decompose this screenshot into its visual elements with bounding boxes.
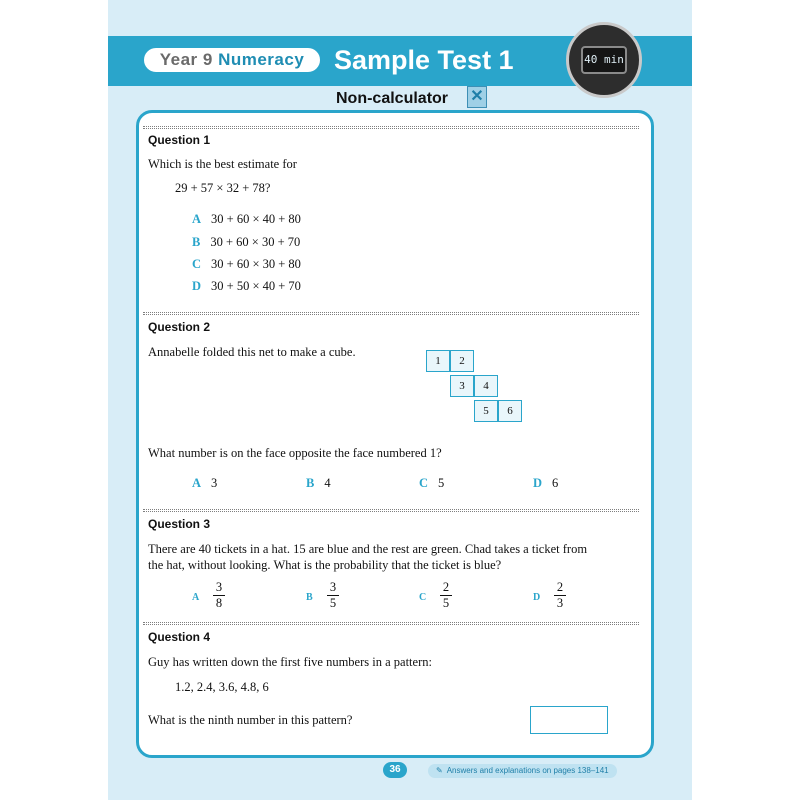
no-calculator-icon: ✕: [467, 86, 487, 108]
question-3-option-a[interactable]: [212, 580, 226, 611]
fraction-numerator: 3: [329, 580, 337, 594]
question-1-option-a[interactable]: [192, 212, 301, 227]
answer-box[interactable]: [530, 706, 608, 734]
fraction-numerator: 2: [556, 580, 564, 594]
year-label: Year 9: [159, 50, 213, 69]
fraction-numerator: 3: [215, 580, 223, 594]
question-3-option-d-letter[interactable]: D: [533, 592, 541, 603]
option-text: 3: [211, 476, 218, 490]
option-text: 30 + 60 × 30 + 70: [210, 235, 301, 249]
question-4-heading: Question 4: [148, 630, 211, 644]
net-cell: 5: [474, 400, 498, 422]
question-3-option-c[interactable]: [439, 580, 453, 611]
net-cell: 1: [426, 350, 450, 372]
option-letter: D: [192, 279, 202, 293]
fraction-denominator: 5: [442, 596, 450, 610]
question-4-prompt: What is the ninth number in this pattern?: [148, 713, 353, 727]
question-1-option-b[interactable]: [192, 235, 300, 250]
option-text: 30 + 50 × 40 + 70: [211, 279, 301, 293]
question-1-text: Which is the best estimate for: [148, 157, 297, 171]
question-2-heading: Question 2: [148, 320, 211, 334]
subject-label: Numeracy: [218, 50, 305, 69]
option-letter: A: [192, 476, 202, 490]
question-2-option-b[interactable]: [306, 476, 331, 491]
divider: [143, 622, 639, 625]
option-letter: A: [192, 212, 202, 226]
question-1-option-c[interactable]: [192, 257, 301, 272]
net-cell: 2: [450, 350, 474, 372]
option-text: 30 + 60 × 30 + 80: [211, 257, 301, 271]
question-2-text: Annabelle folded this net to make a cube.: [148, 345, 356, 359]
option-text: 4: [324, 476, 331, 490]
fraction-denominator: 3: [556, 596, 564, 610]
divider: [143, 312, 639, 315]
divider: [143, 126, 639, 129]
question-3-option-b[interactable]: [326, 580, 340, 611]
question-3-option-a-letter[interactable]: A: [192, 592, 200, 603]
question-3-option-d[interactable]: [553, 580, 567, 611]
pencil-icon: ✎: [436, 766, 443, 775]
question-4-text: Guy has written down the first five numbers in a pattern:: [148, 655, 432, 669]
year-subject-pill: [142, 46, 322, 74]
option-letter: C: [192, 257, 202, 271]
timer-display: 40 min: [581, 46, 627, 74]
option-letter: C: [419, 476, 429, 490]
question-1-heading: Question 1: [148, 133, 211, 147]
question-2-option-d[interactable]: [533, 476, 558, 491]
question-3-text-line-1: There are 40 tickets in a hat. 15 are blue and the rest are green. Chad takes a ticket from: [148, 542, 588, 556]
question-1-option-d[interactable]: [192, 279, 301, 294]
option-text: 30 + 60 × 40 + 80: [211, 212, 301, 226]
net-cell: 6: [498, 400, 522, 422]
page-number: 36: [383, 762, 407, 778]
fraction-denominator: 8: [215, 596, 223, 610]
net-cell: 4: [474, 375, 498, 397]
option-letter: B: [306, 476, 315, 490]
net-cell: 3: [450, 375, 474, 397]
answers-note-text: Answers and explanations on pages 138–141: [446, 766, 609, 775]
question-3-option-c-letter[interactable]: C: [419, 592, 427, 603]
question-2-option-a[interactable]: [192, 476, 217, 491]
question-2-option-c[interactable]: [419, 476, 444, 491]
option-letter: D: [533, 476, 543, 490]
question-1-expression: 29 + 57 × 32 + 78?: [175, 181, 271, 195]
option-letter: B: [192, 235, 201, 249]
divider: [143, 509, 639, 512]
stopwatch-icon: [566, 22, 642, 98]
option-text: 5: [438, 476, 445, 490]
subtitle: Non-calculator: [336, 90, 449, 107]
fraction-denominator: 5: [329, 596, 337, 610]
fraction-numerator: 2: [442, 580, 450, 594]
answers-note: [428, 764, 617, 778]
option-text: 6: [552, 476, 559, 490]
question-3-heading: Question 3: [148, 517, 211, 531]
question-3-text-line-2: the hat, without looking. What is the probability that the ticket is blue?: [148, 558, 502, 572]
question-3-option-b-letter[interactable]: B: [306, 592, 313, 603]
question-2-prompt: What number is on the face opposite the face numbered 1?: [148, 446, 442, 460]
page-title: Sample Test 1: [334, 45, 514, 75]
question-4-sequence: 1.2, 2.4, 3.6, 4.8, 6: [175, 680, 269, 694]
